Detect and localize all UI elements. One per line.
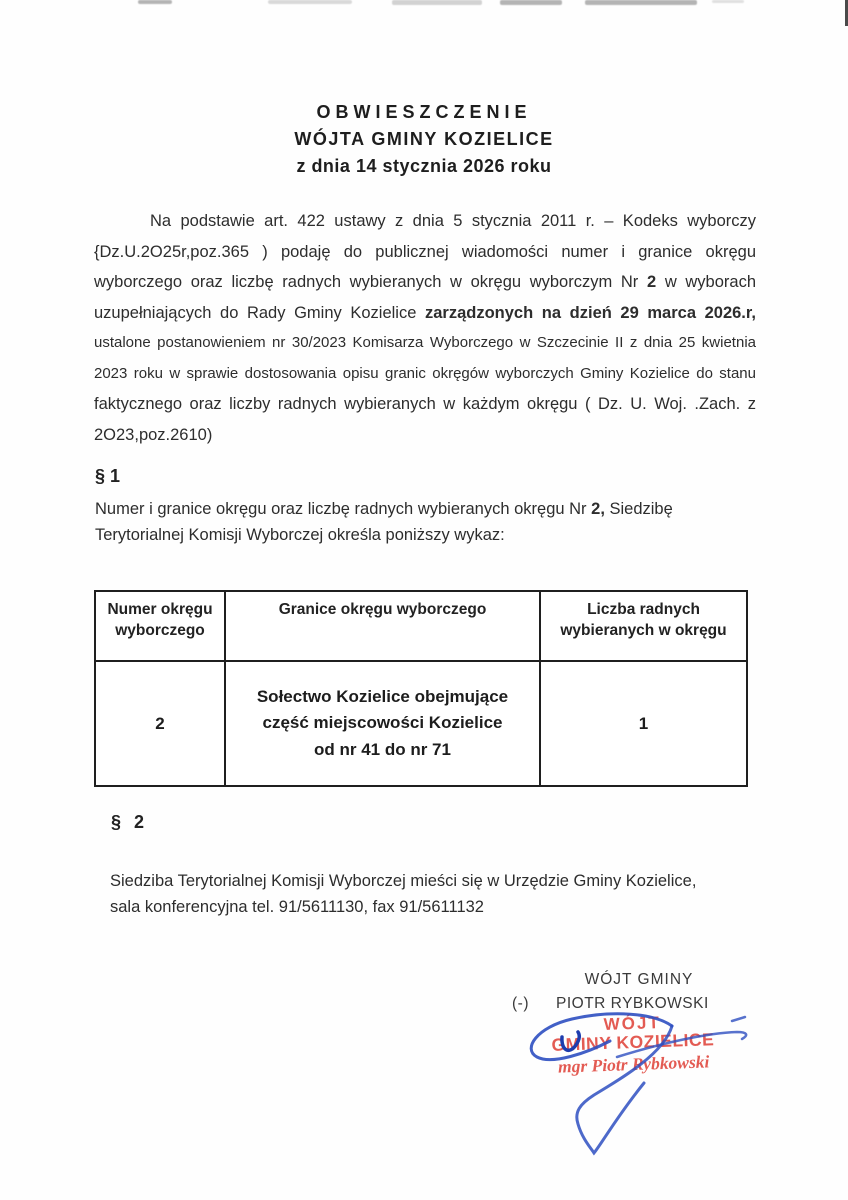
signer-name: PIOTR RYBKOWSKI [556,995,709,1012]
cell-district-boundaries: Sołectwo Kozielice obejmujące część miejscowości Kozielice od nr 41 do nr 71 [225,661,540,786]
intro-line: 2023 roku w sprawie dostosowania opisu granic okręgów wyborczych Gminy Kozielice do stanu [94,364,756,382]
document-title: OBWIESZCZENIE [316,102,532,122]
scan-artifact [138,0,172,4]
section-2-text: Siedziba Terytorialnej Komisji Wyborczej mieści się w Urzędzie Gminy Kozielice, [110,872,697,890]
section-2-heading: § 2 [111,812,149,832]
document-title-block [0,99,848,180]
scan-artifact [585,0,697,5]
cell-seat-count: 1 [540,661,747,786]
signed-dash: (-) [512,995,529,1012]
header-district-boundaries: Granice okręgu wyborczego [225,591,540,661]
stamp-office: GMINY KOZIELICE [551,1029,715,1055]
intro-line: Na podstawie art. 422 ustawy z dnia 5 stycznia 2011 r. – Kodeks wyborczy [150,212,756,230]
document-issuer: WÓJTA GMINY KOZIELICE [294,129,554,149]
intro-paragraph [94,206,756,450]
table-row [95,661,747,786]
scan-artifact [392,0,482,5]
document-date: z dnia 14 stycznia 2026 roku [296,156,552,176]
intro-line [94,267,756,298]
header-seat-count: Liczba radnych wybieranych w okręgu [540,591,747,661]
intro-line: faktycznego oraz liczby radnych wybieranych w każdym okręgu ( Dz. U. Woj. .Zach. z [94,395,756,413]
intro-line: {Dz.U.2O25r,poz.365 ) podaję do publicznej wiadomości numer i granice okręgu [94,242,756,261]
signer-title: WÓJT GMINY [584,971,694,988]
intro-line [94,298,756,329]
scan-artifact [268,0,352,4]
intro-text: w wyborach [656,273,757,291]
section-1-paragraph [95,497,720,548]
intro-text: uzupełniających do Rady Gminy Kozielice [94,303,425,322]
cell-district-number: 2 [95,661,225,786]
intro-line: ustalone postanowieniem nr 30/2023 Komisarza Wyborczego w Szczecinie II z dnia 25 kwietnia [94,334,756,351]
scan-artifact [712,0,744,3]
section-1-heading: § 1 [95,466,121,486]
stamp-name: mgr Piotr Rybkowski [557,1051,710,1077]
stamp-title: WÓJT [603,1013,662,1035]
district-table [94,590,748,787]
section-2-text: sala konferencyjna tel. 91/5611130, fax 91/5611132 [110,897,484,916]
handwritten-signature [492,1005,757,1170]
district-number: 2 [646,273,657,291]
scan-artifact [500,0,562,5]
header-district-number: Numer okręgu wyborczego [95,591,225,661]
section-1-text: Siedzibę [604,500,673,518]
table-header-row [95,591,747,661]
section-1-text: Terytorialnej Komisji Wyborczej określa poniższy wykaz: [95,525,505,544]
section-1-text: Numer i granice okręgu oraz liczbę radnych wybieranych okręgu Nr [95,500,592,518]
district-number: 2, [591,500,605,518]
section-2-paragraph [110,869,755,920]
intro-line: 2O23,poz.2610) [94,425,213,444]
intro-text: wyborczego oraz liczbę radnych wybieranych w okręgu wyborczym Nr [94,273,647,291]
election-date-bold: zarządzonych na dzień 29 marca 2026.r, [425,303,756,322]
